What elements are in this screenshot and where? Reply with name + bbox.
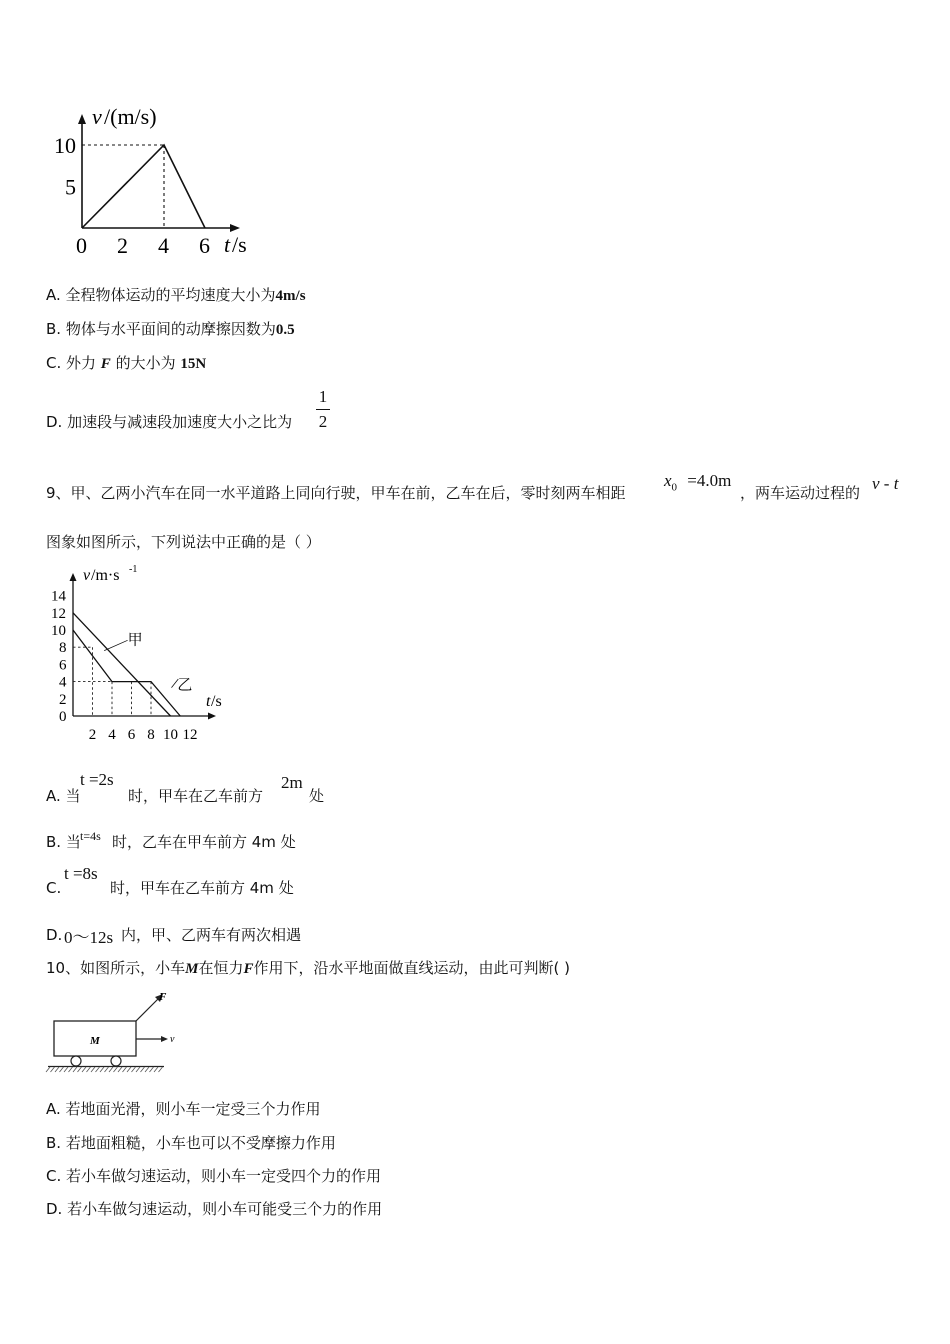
q9-y-axis-exp: -1 — [129, 564, 138, 575]
q8-option-d — [46, 412, 292, 432]
q9-option-c: C. — [46, 879, 62, 897]
q9-option-b-cond: t=4s — [80, 829, 101, 843]
q9-x0-formula — [664, 471, 731, 493]
q8-y-axis-var: v — [92, 104, 102, 129]
q8-option-d-numerator: 1 — [318, 387, 328, 406]
q8-y-axis-unit: /(m/s) — [104, 104, 157, 129]
cart-label: M — [90, 1035, 100, 1047]
q8-option-d-fraction — [316, 387, 330, 432]
q9-option-b — [46, 832, 81, 852]
q8-option-c-var: F — [100, 356, 111, 372]
q8-y-axis-arrow — [78, 114, 86, 124]
q8-option-d-denominator: 2 — [318, 412, 328, 431]
q10-option-a: A. 若地面光滑，则小车一定受三个力作用 — [46, 1100, 321, 1118]
q9-series-label: 甲 — [127, 632, 143, 649]
q9-x0-sub: 0 — [671, 481, 678, 494]
q8-option-d-text: D. 加速段与减速段加速度大小之比为 — [46, 413, 293, 431]
q9-stem-line1-end — [740, 483, 860, 503]
q8-option-c — [46, 353, 206, 374]
q9-x-tick-label: 10 — [163, 727, 178, 743]
q9-series-label: 乙 — [177, 677, 193, 694]
q10-cart-figure — [44, 986, 184, 1076]
q9-option-b-rest: 时，乙车在甲车前方 4m 处 — [112, 833, 296, 851]
q10-stem-b: 在恒力 — [198, 959, 244, 977]
q8-option-c-value: 15N — [180, 356, 207, 372]
q9-y-tick-label: 12 — [51, 605, 66, 622]
q9-y-tick-label: 8 — [59, 640, 67, 657]
q9-stem-line2: 图象如图所示，下列说法中正确的是（ ） — [46, 533, 321, 551]
q8-option-c-text: C. 外力 — [46, 354, 97, 372]
q9-option-a-text: A. 当 — [46, 787, 81, 805]
q9-option-c-rest: 时，甲车在乙车前方 4m 处 — [110, 879, 294, 897]
q8-option-a — [46, 285, 306, 306]
q9-option-d-rest: 内，甲、乙两车有两次相遇 — [121, 926, 302, 944]
q9-option-d: D. — [46, 926, 63, 944]
q9-option-a — [46, 786, 81, 806]
q8-series-line — [82, 145, 205, 228]
force-arrow — [136, 997, 160, 1021]
q9-stem-text: 9、甲、乙两小汽车在同一水平道路上同向行驶，甲车在前，乙车在后，零时刻两车相距 — [46, 484, 626, 502]
q8-x-axis-var: t — [224, 232, 231, 257]
q9-y-tick-label: 4 — [59, 674, 67, 691]
q9-y-tick-label: 6 — [59, 657, 67, 674]
q9-y-axis-unit: /m·s — [91, 567, 120, 584]
q9-stem-text-2: ，两车运动过程的 — [740, 484, 861, 502]
q10-option-b: B. 若地面粗糙，小车也可以不受摩擦力作用 — [46, 1134, 336, 1152]
q9-option-d-range: 0～12s — [64, 928, 114, 947]
q9-x-tick-label: 4 — [108, 727, 116, 743]
q9-x0-var: x — [664, 471, 672, 490]
q10-option-d: D. 若小车做匀速运动，则小车可能受三个力的作用 — [46, 1200, 383, 1218]
q9-y-tick-label: 0 — [59, 709, 67, 725]
q9-x-tick-label: 6 — [127, 727, 136, 743]
cart-wheel-right — [111, 1056, 121, 1066]
q9-x0-value: =4.0m — [687, 471, 732, 490]
q9-option-a-mid: 时，甲车在乙车前方 — [128, 787, 264, 805]
q8-x-tick-label: 0 — [76, 233, 87, 258]
q8-x-axis-unit: /s — [232, 232, 247, 257]
q8-option-b — [46, 319, 295, 340]
q8-y-tick-label: 10 — [54, 133, 76, 158]
q8-x-tick-label: 6 — [199, 233, 210, 258]
q9-y-tick-label: 14 — [51, 588, 66, 605]
velocity-arrowhead — [161, 1036, 168, 1042]
q8-vt-graph — [40, 100, 270, 265]
q9-vt-graph — [40, 562, 240, 747]
q8-y-tick-label: 5 — [65, 174, 76, 200]
q9-option-c-cond: t =8s — [64, 864, 98, 883]
q9-option-a-suffix: 处 — [309, 787, 325, 805]
ground-hatching — [46, 1067, 163, 1072]
q8-x-tick-label: 2 — [117, 233, 128, 258]
q8-x-axis-arrow — [230, 224, 240, 232]
velocity-label: v — [170, 1034, 175, 1045]
q9-option-a-dist: 2m — [281, 773, 303, 792]
q9-y-tick-label: 10 — [51, 623, 66, 639]
q9-y-tick-label: 2 — [59, 691, 67, 708]
q9-y-axis-arrow — [70, 573, 77, 581]
q9-x-axis-arrow — [208, 713, 216, 720]
q9-x-tick-label: 2 — [88, 727, 97, 743]
q9-x-tick-label: 8 — [147, 727, 155, 743]
q10-stem-m: M — [185, 961, 199, 977]
q9-stem-line1 — [46, 483, 626, 503]
q9-x-axis-var: t — [206, 693, 211, 710]
q9-x-axis-unit: /s — [211, 693, 222, 710]
q10-option-c: C. 若小车做匀速运动，则小车一定受四个力的作用 — [46, 1167, 382, 1185]
q9-vt-label: v - t — [872, 474, 899, 493]
q8-x-tick-label: 4 — [158, 233, 169, 258]
q9-option-a-cond: t =2s — [80, 770, 114, 789]
q9-x-tick-label: 12 — [182, 727, 198, 743]
cart-wheel-left — [71, 1056, 81, 1066]
q9-y-axis-var: v — [83, 567, 91, 584]
q9-series-leader — [104, 640, 127, 650]
force-label: F — [159, 991, 167, 1003]
q8-option-a-value: 4m/s — [275, 288, 306, 304]
q9-series-line — [73, 613, 171, 716]
q10-stem — [46, 958, 570, 979]
q10-stem-a: 10、如图所示，小车 — [46, 959, 186, 977]
q9-option-b-text: B. 当 — [46, 833, 81, 851]
q10-stem-c: 作用下，沿水平地面做直线运动，由此可判断( ) — [253, 959, 570, 977]
q8-option-b-text: B. 物体与水平面间的动摩擦因数为 — [46, 320, 276, 338]
q10-stem-f: F — [243, 961, 254, 977]
q8-option-c-mid: 的大小为 — [115, 354, 176, 372]
q8-option-b-value: 0.5 — [275, 322, 295, 338]
q8-option-a-text: A. 全程物体运动的平均速度大小为 — [46, 286, 276, 304]
